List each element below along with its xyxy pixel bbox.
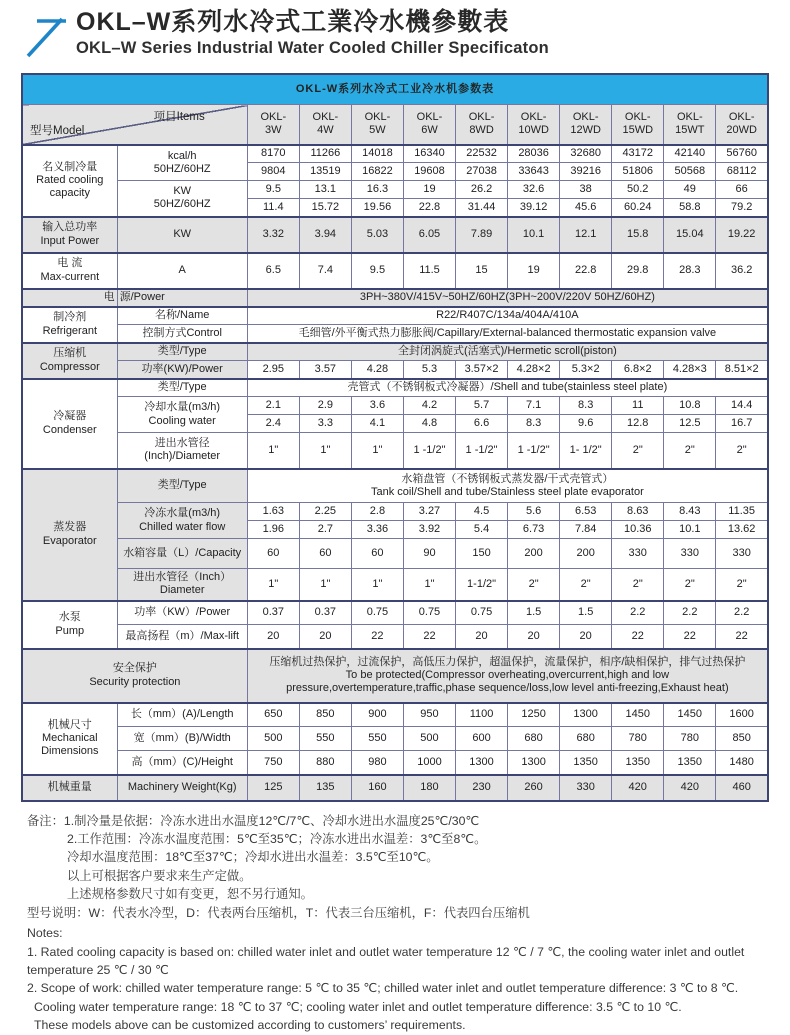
model-header-cell: OKL- 20WD	[716, 105, 768, 145]
value-cell: 420	[664, 775, 716, 801]
note-line: 2. Scope of work: chilled water temperature range: 5 ℃ to 35 ℃; chilled water inlet and outlet temperature difference: 3 ℃ to 8 ℃.	[27, 981, 739, 996]
value-cell: 38	[560, 181, 612, 199]
title-block	[76, 8, 549, 58]
value-cell: 68112	[716, 163, 768, 181]
value-cell: 1"	[247, 569, 299, 601]
value-cell: 1450	[664, 703, 716, 727]
item-label: 冷却水量(m3/h) Cooling water	[117, 397, 247, 433]
value-cell: 8170	[247, 145, 299, 163]
value-cell: 50.2	[612, 181, 664, 199]
value-cell: 16340	[403, 145, 455, 163]
value-cell: 1600	[716, 703, 768, 727]
value-cell: 6.05	[403, 217, 455, 253]
value-cell: 8.51×2	[716, 361, 768, 379]
value-cell: 6.6	[456, 415, 508, 433]
value-cell: 22.8	[560, 253, 612, 289]
section-label: 电	[22, 289, 117, 307]
value-cell: 2"	[664, 433, 716, 469]
notes-cn	[27, 812, 790, 923]
note-line: 备注：1.制冷量是依据：冷冻水进出水温度12℃/7℃、冷却水进出水温度25℃/30℃	[27, 813, 480, 828]
value-cell: 5.7	[456, 397, 508, 415]
value-cell: 60	[247, 539, 299, 569]
value-cell: 32.6	[508, 181, 560, 199]
value-cell: 12.5	[664, 415, 716, 433]
value-cell: 5.6	[508, 503, 560, 521]
value-cell: 19608	[403, 163, 455, 181]
value-cell: 0.37	[299, 601, 351, 625]
value-cell: 10.1	[664, 521, 716, 539]
value-cell: 10.36	[612, 521, 664, 539]
value-cell: 780	[664, 727, 716, 751]
section-label: 机械重量	[22, 775, 117, 801]
value-cell: 36.2	[716, 253, 768, 289]
value-cell: 330	[716, 539, 768, 569]
value-cell: 1"	[299, 569, 351, 601]
value-cell: 16.7	[716, 415, 768, 433]
value-cell: 1.96	[247, 521, 299, 539]
span-value-cell: 壳管式（不锈钢板式冷凝器）/Shell and tube(stainless steel plate)	[247, 379, 768, 397]
item-label: 冷冻水量(m3/h) Chilled water flow	[117, 503, 247, 539]
value-cell: 3.36	[351, 521, 403, 539]
value-cell: 420	[612, 775, 664, 801]
value-cell: 32680	[560, 145, 612, 163]
item-label: 进出水管径 (Inch)/Diameter	[117, 433, 247, 469]
value-cell: 79.2	[716, 199, 768, 217]
value-cell: 1300	[456, 751, 508, 775]
value-cell: 2"	[612, 569, 664, 601]
section-label: 安全保护 Security protection	[22, 649, 247, 703]
value-cell: 11	[612, 397, 664, 415]
value-cell: 2.25	[299, 503, 351, 521]
value-cell: 680	[508, 727, 560, 751]
value-cell: 7.89	[456, 217, 508, 253]
note-line: 1. Rated cooling capacity is based on: chilled water inlet and outlet water temperature 12 ℃ / 7 ℃, the cooling water inlet and outlet	[27, 944, 745, 959]
value-cell: 6.53	[560, 503, 612, 521]
item-label: 最高扬程（m）/Max-lift	[117, 625, 247, 649]
value-cell: 11.5	[403, 253, 455, 289]
span-value-cell: 水箱盘管（不锈钢板式蒸发器/干式壳管式） Tank coil/Shell and tube/Stainless steel plate evaporator	[247, 469, 768, 503]
value-cell: 200	[508, 539, 560, 569]
value-cell: 1350	[664, 751, 716, 775]
value-cell: 58.8	[664, 199, 716, 217]
model-header-cell: OKL- 6W	[403, 105, 455, 145]
value-cell: 3.32	[247, 217, 299, 253]
value-cell: 1250	[508, 703, 560, 727]
value-cell: 50568	[664, 163, 716, 181]
section-label: 电 流 Max-current	[22, 253, 117, 289]
value-cell: 2"	[664, 569, 716, 601]
item-label: 类型/Type	[117, 469, 247, 503]
value-cell: 1.5	[560, 601, 612, 625]
document-header	[0, 0, 790, 60]
item-label: KW 50HZ/60HZ	[117, 181, 247, 217]
value-cell: 4.28×3	[664, 361, 716, 379]
value-cell: 135	[299, 775, 351, 801]
value-cell: 2.95	[247, 361, 299, 379]
value-cell: 680	[560, 727, 612, 751]
value-cell: 4.28	[351, 361, 403, 379]
value-cell: 4.2	[403, 397, 455, 415]
value-cell: 33643	[508, 163, 560, 181]
value-cell: 500	[403, 727, 455, 751]
note-line: 2.工作范围：冷冻水温度范围：5℃至35℃；冷冻水进出水温差：3℃至8℃。	[67, 831, 487, 846]
item-label: 宽（mm）(B)/Width	[117, 727, 247, 751]
value-cell: 22	[403, 625, 455, 649]
value-cell: 2"	[560, 569, 612, 601]
value-cell: 5.03	[351, 217, 403, 253]
value-cell: 3.57	[299, 361, 351, 379]
note-line: Notes:	[27, 926, 63, 941]
section-label: 水泵 Pump	[22, 601, 117, 649]
value-cell: 4.1	[351, 415, 403, 433]
item-label: 功率（KW）/Power	[117, 601, 247, 625]
value-cell: 600	[456, 727, 508, 751]
value-cell: 6.8×2	[612, 361, 664, 379]
value-cell: 1.63	[247, 503, 299, 521]
value-cell: 2.2	[716, 601, 768, 625]
value-cell: 0.75	[403, 601, 455, 625]
value-cell: 125	[247, 775, 299, 801]
value-cell: 1450	[612, 703, 664, 727]
value-cell: 22532	[456, 145, 508, 163]
item-label: 高（mm）(C)/Height	[117, 751, 247, 775]
model-header-cell: OKL- 3W	[247, 105, 299, 145]
value-cell: 22	[716, 625, 768, 649]
value-cell: 3.6	[351, 397, 403, 415]
span-value-cell: 全封闭涡旋式(活塞式)/Hermetic scroll(piston)	[247, 343, 768, 361]
value-cell: 39.12	[508, 199, 560, 217]
section-label: 冷凝器 Condenser	[22, 379, 117, 469]
note-line: 上述规格参数尺寸如有变更，恕不另行通知。	[67, 887, 313, 902]
value-cell: 180	[403, 775, 455, 801]
note-line: 冷却水温度范围：18℃至37℃；冷却水进出水温差：3.5℃至10℃。	[67, 850, 439, 865]
value-cell: 43172	[612, 145, 664, 163]
value-cell: 0.75	[351, 601, 403, 625]
value-cell: 11266	[299, 145, 351, 163]
value-cell: 3.3	[299, 415, 351, 433]
value-cell: 1"	[351, 569, 403, 601]
model-header-cell: OKL- 15WT	[664, 105, 716, 145]
value-cell: 22	[664, 625, 716, 649]
item-label: 源/Power	[117, 289, 247, 307]
value-cell: 2.2	[612, 601, 664, 625]
value-cell: 2"	[508, 569, 560, 601]
model-header-cell: OKL- 5W	[351, 105, 403, 145]
value-cell: 6.73	[508, 521, 560, 539]
model-header-cell: OKL- 8WD	[456, 105, 508, 145]
value-cell: 550	[351, 727, 403, 751]
brand-arrow-icon	[24, 12, 70, 60]
value-cell: 1"	[351, 433, 403, 469]
value-cell: 750	[247, 751, 299, 775]
value-cell: 780	[612, 727, 664, 751]
value-cell: 66	[716, 181, 768, 199]
value-cell: 2"	[612, 433, 664, 469]
note-line: 型号说明：W：代表水冷型，D：代表两台压缩机，T：代表三台压缩机，F：代表四台压缩机	[27, 905, 530, 920]
value-cell: 7.84	[560, 521, 612, 539]
value-cell: 1"	[247, 433, 299, 469]
value-cell: 9804	[247, 163, 299, 181]
value-cell: 2.8	[351, 503, 403, 521]
value-cell: 51806	[612, 163, 664, 181]
value-cell: 200	[560, 539, 612, 569]
model-header-cell: OKL- 4W	[299, 105, 351, 145]
value-cell: 90	[403, 539, 455, 569]
value-cell: 3.94	[299, 217, 351, 253]
value-cell: 160	[351, 775, 403, 801]
value-cell: 20	[299, 625, 351, 649]
corner-items-label: 项目Items	[153, 111, 205, 123]
value-cell: 8.43	[664, 503, 716, 521]
value-cell: 19.56	[351, 199, 403, 217]
value-cell: 460	[716, 775, 768, 801]
value-cell: 330	[560, 775, 612, 801]
value-cell: 2.2	[664, 601, 716, 625]
value-cell: 2.4	[247, 415, 299, 433]
value-cell: 1300	[508, 751, 560, 775]
value-cell: 5.4	[456, 521, 508, 539]
value-cell: 19	[403, 181, 455, 199]
note-line: Cooling water temperature range: 18 ℃ to 37 ℃; cooling water inlet and outlet temperature difference: 3.5 ℃ to 10 ℃.	[34, 999, 682, 1014]
value-cell: 27038	[456, 163, 508, 181]
corner-model-label: 型号Model	[30, 124, 85, 137]
value-cell: 16.3	[351, 181, 403, 199]
note-line: 以上可根据客户要求来生产定做。	[67, 868, 252, 883]
value-cell: 5.3	[403, 361, 455, 379]
section-label: 蒸发器 Evaporator	[22, 469, 117, 601]
value-cell: 20	[247, 625, 299, 649]
model-header-cell: OKL- 10WD	[508, 105, 560, 145]
value-cell: 260	[508, 775, 560, 801]
value-cell: 22	[612, 625, 664, 649]
notes-en	[27, 924, 790, 1035]
value-cell: 15.04	[664, 217, 716, 253]
value-cell: 9.5	[247, 181, 299, 199]
value-cell: 230	[456, 775, 508, 801]
value-cell: 13.62	[716, 521, 768, 539]
item-label: A	[117, 253, 247, 289]
value-cell: 42140	[664, 145, 716, 163]
item-label: 名称/Name	[117, 307, 247, 325]
value-cell: 330	[612, 539, 664, 569]
value-cell: 1300	[560, 703, 612, 727]
span-value-cell: 3PH~380V/415V~50HZ/60HZ(3PH~200V/220V 50HZ/60HZ)	[247, 289, 768, 307]
item-label: 水箱容量（L）/Capacity	[117, 539, 247, 569]
value-cell: 1"	[403, 569, 455, 601]
value-cell: 3.57×2	[456, 361, 508, 379]
section-label: 名义制冷量 Rated cooling capacity	[22, 145, 117, 217]
value-cell: 20	[456, 625, 508, 649]
model-header-cell: OKL- 15WD	[612, 105, 664, 145]
value-cell: 1480	[716, 751, 768, 775]
value-cell: 11.4	[247, 199, 299, 217]
span-value-cell: R22/R407C/134a/404A/410A	[247, 307, 768, 325]
section-label: 制冷剂 Refrigerant	[22, 307, 117, 343]
value-cell: 31.44	[456, 199, 508, 217]
value-cell: 980	[351, 751, 403, 775]
value-cell: 20	[508, 625, 560, 649]
value-cell: 22.8	[403, 199, 455, 217]
value-cell: 10.1	[508, 217, 560, 253]
value-cell: 29.8	[612, 253, 664, 289]
value-cell: 2.1	[247, 397, 299, 415]
item-label: 功率(KW)/Power	[117, 361, 247, 379]
value-cell: 850	[299, 703, 351, 727]
value-cell: 6.5	[247, 253, 299, 289]
value-cell: 0.37	[247, 601, 299, 625]
value-cell: 8.3	[560, 397, 612, 415]
value-cell: 1-1/2"	[456, 569, 508, 601]
value-cell: 15	[456, 253, 508, 289]
value-cell: 1350	[612, 751, 664, 775]
item-label: 控制方式Control	[117, 325, 247, 343]
value-cell: 9.6	[560, 415, 612, 433]
value-cell: 26.2	[456, 181, 508, 199]
value-cell: 2"	[716, 433, 768, 469]
value-cell: 330	[664, 539, 716, 569]
value-cell: 1.5	[508, 601, 560, 625]
value-cell: 150	[456, 539, 508, 569]
value-cell: 1 -1/2"	[508, 433, 560, 469]
spec-table	[21, 73, 769, 802]
value-cell: 49	[664, 181, 716, 199]
item-label: Machinery Weight(Kg)	[117, 775, 247, 801]
value-cell: 20	[560, 625, 612, 649]
value-cell: 2.9	[299, 397, 351, 415]
item-label: KW	[117, 217, 247, 253]
value-cell: 1100	[456, 703, 508, 727]
value-cell: 650	[247, 703, 299, 727]
value-cell: 4.5	[456, 503, 508, 521]
value-cell: 5.3×2	[560, 361, 612, 379]
value-cell: 7.4	[299, 253, 351, 289]
value-cell: 880	[299, 751, 351, 775]
value-cell: 8.3	[508, 415, 560, 433]
value-cell: 2"	[716, 569, 768, 601]
value-cell: 500	[247, 727, 299, 751]
note-line: These models above can be customized according to customers’ requirements.	[34, 1018, 466, 1033]
page-title-cn: OKL–W系列水冷式工業冷水機參數表	[76, 8, 510, 36]
value-cell: 11.35	[716, 503, 768, 521]
value-cell: 28.3	[664, 253, 716, 289]
value-cell: 14018	[351, 145, 403, 163]
value-cell: 28036	[508, 145, 560, 163]
value-cell: 0.75	[456, 601, 508, 625]
value-cell: 7.1	[508, 397, 560, 415]
value-cell: 45.6	[560, 199, 612, 217]
value-cell: 16822	[351, 163, 403, 181]
section-label: 输入总功率 Input Power	[22, 217, 117, 253]
value-cell: 10.8	[664, 397, 716, 415]
table-title-banner: OKL-W系列水冷式工业冷水机参数表	[22, 74, 768, 105]
value-cell: 1"	[299, 433, 351, 469]
value-cell: 900	[351, 703, 403, 727]
value-cell: 13519	[299, 163, 351, 181]
model-header-cell: OKL- 12WD	[560, 105, 612, 145]
item-label: 类型/Type	[117, 379, 247, 397]
section-label: 机械尺寸 Mechanical Dimensions	[22, 703, 117, 775]
value-cell: 1 -1/2"	[456, 433, 508, 469]
value-cell: 9.5	[351, 253, 403, 289]
value-cell: 22	[351, 625, 403, 649]
value-cell: 14.4	[716, 397, 768, 415]
span-value-cell: 毛细管/外平衡式热力膨胀阀/Capillary/External-balanced thermostatic expansion valve	[247, 325, 768, 343]
item-label: 长（mm）(A)/Length	[117, 703, 247, 727]
value-cell: 15.72	[299, 199, 351, 217]
corner-header-cell	[22, 105, 247, 145]
value-cell: 550	[299, 727, 351, 751]
value-cell: 1- 1/2"	[560, 433, 612, 469]
value-cell: 19	[508, 253, 560, 289]
item-label: 进出水管径（Inch） Diameter	[117, 569, 247, 601]
value-cell: 56760	[716, 145, 768, 163]
value-cell: 1 -1/2"	[403, 433, 455, 469]
item-label: kcal/h 50HZ/60HZ	[117, 145, 247, 181]
value-cell: 60.24	[612, 199, 664, 217]
value-cell: 950	[403, 703, 455, 727]
span-value-cell: 压缩机过热保护，过流保护，高低压力保护，超温保护，流量保护，相序/缺相保护，排气过热保护 To be protected(Compressor overheating,overcurrent,high and low pressure,overtemperature,traffic,phase sequence/loss,low level anti-freezing,Exhaust heat)	[247, 649, 768, 703]
value-cell: 8.63	[612, 503, 664, 521]
value-cell: 1350	[560, 751, 612, 775]
page-title-en: OKL–W Series Industrial Water Cooled Chiller Specificaton	[76, 38, 549, 57]
value-cell: 19.22	[716, 217, 768, 253]
value-cell: 13.1	[299, 181, 351, 199]
value-cell: 12.1	[560, 217, 612, 253]
value-cell: 850	[716, 727, 768, 751]
value-cell: 60	[299, 539, 351, 569]
value-cell: 12.8	[612, 415, 664, 433]
value-cell: 1000	[403, 751, 455, 775]
value-cell: 4.8	[403, 415, 455, 433]
value-cell: 3.27	[403, 503, 455, 521]
value-cell: 60	[351, 539, 403, 569]
value-cell: 3.92	[403, 521, 455, 539]
value-cell: 2.7	[299, 521, 351, 539]
item-label: 类型/Type	[117, 343, 247, 361]
value-cell: 39216	[560, 163, 612, 181]
value-cell: 15.8	[612, 217, 664, 253]
note-line: temperature 25 ℃ / 30 ℃	[27, 963, 169, 977]
section-label: 压缩机 Compressor	[22, 343, 117, 379]
value-cell: 4.28×2	[508, 361, 560, 379]
